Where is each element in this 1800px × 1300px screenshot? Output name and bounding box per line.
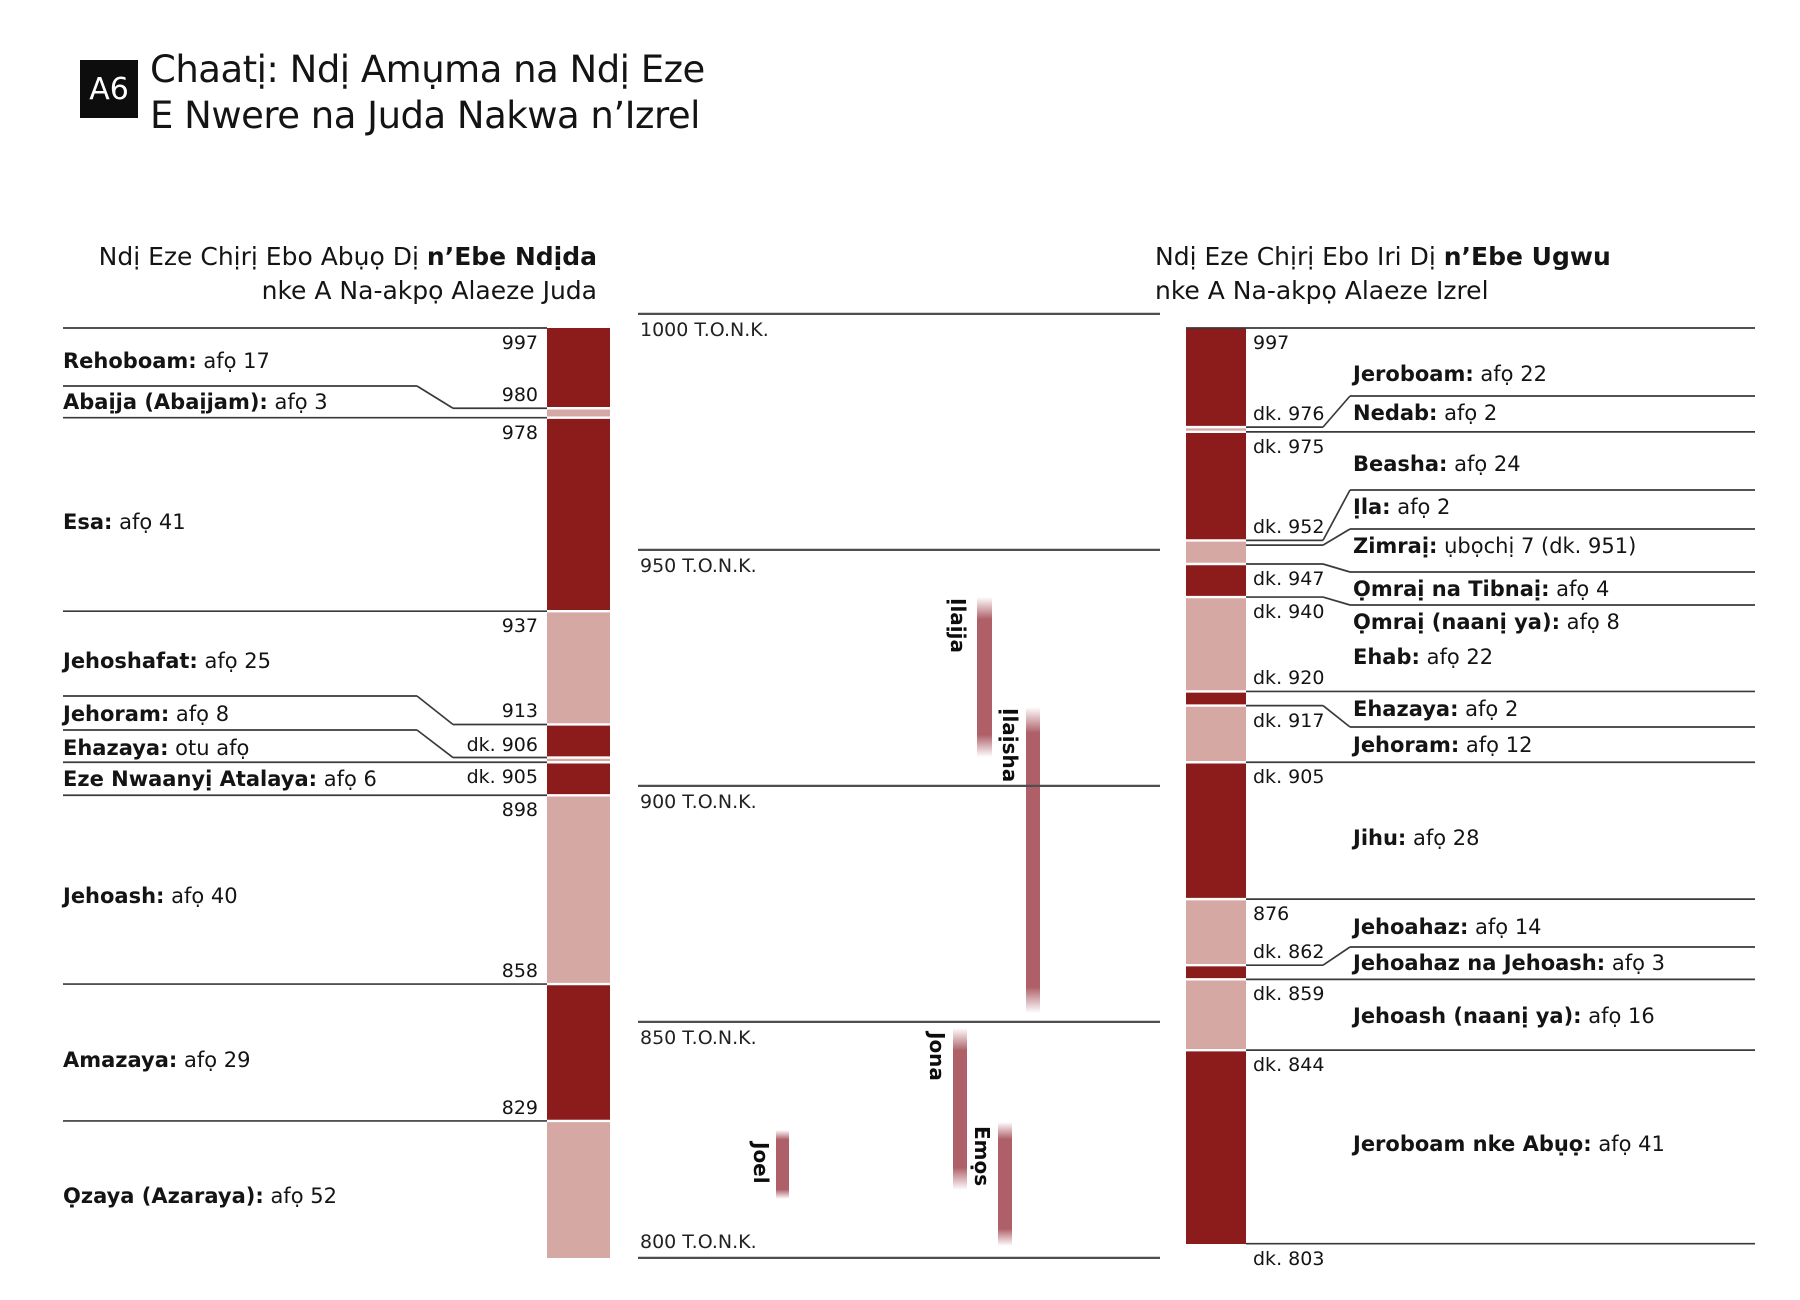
- king-reign-length: afọ 25: [197, 649, 271, 673]
- year-label: 898: [501, 799, 538, 822]
- king-reign-length: afọ 2: [1458, 697, 1519, 721]
- israel-header-pre: Ndị Eze Chịrị Ebo Iri Dị: [1155, 242, 1444, 271]
- king-name: Jehoshafat:: [63, 649, 198, 673]
- king-row: [1353, 401, 1497, 425]
- king-reign-length: afọ 8: [169, 702, 230, 726]
- king-reign-length: afọ 17: [196, 349, 270, 373]
- year-label: dk. 952: [1253, 516, 1325, 539]
- israel-header-bold: n’Ebe Ugwu: [1443, 242, 1611, 271]
- king-name: Ịla:: [1353, 495, 1391, 519]
- king-reign-length: afọ 40: [164, 884, 238, 908]
- king-name: Ehazaya:: [63, 736, 169, 760]
- king-row: [1353, 951, 1665, 975]
- timeline-tick-label: 850 T.O.N.K.: [640, 1026, 757, 1049]
- judah-header-pre: Ndị Eze Chịrị Ebo Abụọ Dị: [98, 242, 427, 271]
- king-reign-length: afọ 41: [1591, 1132, 1665, 1156]
- year-label: dk. 905: [466, 766, 538, 789]
- king-name: Nedab:: [1353, 401, 1438, 425]
- prophet-label: Ịlaịsha: [998, 708, 1022, 783]
- king-row: [1353, 452, 1521, 476]
- king-row: [1353, 645, 1493, 669]
- king-name: Jehoahaz na Jehoash:: [1353, 951, 1606, 975]
- king-name: Ọmraị na Tibnaị:: [1353, 577, 1550, 601]
- chart-line: [1323, 396, 1350, 427]
- year-label: dk. 859: [1253, 983, 1325, 1006]
- year-label: dk. 920: [1253, 667, 1325, 690]
- king-name: Ọmraị (naanị ya):: [1353, 610, 1560, 634]
- king-reign-length: afọ 28: [1406, 826, 1480, 850]
- year-label: 997: [501, 332, 538, 354]
- king-row: [63, 767, 377, 791]
- king-name: Jehoash:: [63, 884, 165, 908]
- king-name: Ọzaya (Azaraya):: [63, 1184, 264, 1208]
- year-label: dk. 940: [1253, 601, 1325, 624]
- king-reign-length: afọ 24: [1447, 452, 1521, 476]
- year-label: 980: [501, 384, 538, 407]
- king-row: [1353, 495, 1450, 519]
- prophet-label: Jona: [925, 1032, 949, 1081]
- timeline-tick-label: 1000 T.O.N.K.: [640, 318, 769, 341]
- year-label: 876: [1253, 903, 1290, 926]
- king-name: Abaịja (Abaịjam):: [63, 390, 268, 414]
- chart-line: [1323, 597, 1350, 605]
- king-reign-length: afọ 22: [1473, 362, 1547, 386]
- king-name: Zimraị:: [1353, 534, 1438, 558]
- king-reign-length: afọ 2: [1437, 401, 1498, 425]
- year-label: dk. 947: [1253, 568, 1325, 590]
- king-reign-length: afọ 14: [1468, 915, 1542, 939]
- chart-line: [1323, 564, 1350, 572]
- king-row: [63, 884, 238, 908]
- king-reign-length: afọ 3: [1605, 951, 1665, 975]
- king-row: [1353, 577, 1609, 601]
- king-name: Jehoahaz:: [1353, 915, 1469, 939]
- king-row: [1353, 362, 1547, 386]
- chart-line: [1323, 947, 1350, 965]
- king-row: [63, 390, 328, 414]
- king-row: [1353, 1132, 1665, 1156]
- king-name: Beasha:: [1353, 452, 1448, 476]
- year-label: 829: [501, 1096, 538, 1119]
- king-row: [63, 510, 186, 534]
- king-row: [63, 349, 270, 373]
- year-label: dk. 803: [1253, 1247, 1325, 1270]
- king-reign-length: afọ 3: [267, 390, 328, 414]
- king-name: Jeroboam nke Abụọ:: [1353, 1132, 1592, 1156]
- king-reign-length: afọ 4: [1549, 577, 1610, 601]
- king-name: Rehoboam:: [63, 349, 197, 373]
- king-reign-length: afọ 6: [317, 767, 377, 791]
- king-name: Esa:: [63, 510, 113, 534]
- king-name: Ehazaya:: [1353, 697, 1459, 721]
- king-name: Ehab:: [1353, 645, 1420, 669]
- king-row: [63, 1048, 251, 1072]
- year-label: dk. 976: [1253, 403, 1325, 426]
- israel-header-line2: nke A Na-akpọ Alaeze Izrel: [1155, 276, 1489, 305]
- king-reign-length: otu afọ: [168, 736, 250, 760]
- king-name: Eze Nwaanyị Atalaya:: [63, 767, 318, 791]
- king-name: Jehoram:: [63, 702, 170, 726]
- king-name: Jeroboam:: [1353, 362, 1474, 386]
- king-row: [63, 649, 271, 673]
- king-row: [1353, 697, 1518, 721]
- year-label: dk. 862: [1253, 941, 1325, 964]
- king-reign-length: afọ 22: [1419, 645, 1494, 669]
- king-row: [1353, 1004, 1655, 1028]
- year-label: 937: [501, 615, 538, 638]
- page-title-line2: E Nwere na Juda Nakwa n’Izrel: [150, 94, 700, 137]
- king-name: Jehoram:: [1353, 733, 1460, 757]
- king-row: [1353, 733, 1532, 757]
- king-name: Jehoash (naanị ya):: [1353, 1004, 1582, 1028]
- prophet-label: Ịlaịja: [946, 598, 970, 653]
- king-reign-length: afọ 52: [263, 1184, 337, 1208]
- timeline-tick-label: 800 T.O.N.K.: [640, 1230, 757, 1253]
- king-reign-length: afọ 12: [1459, 733, 1533, 757]
- chart-line: [1323, 706, 1350, 727]
- year-label: dk. 975: [1253, 435, 1325, 458]
- king-row: [1353, 534, 1636, 558]
- king-row: [63, 702, 229, 726]
- year-label: dk. 906: [466, 733, 538, 756]
- king-row: [63, 736, 249, 760]
- year-label: dk. 917: [1253, 709, 1325, 732]
- year-label: dk. 905: [1253, 766, 1325, 789]
- year-label: dk. 844: [1253, 1054, 1325, 1077]
- year-label: 978: [501, 421, 538, 444]
- judah-header-line2: nke A Na-akpọ Alaeze Juda: [261, 276, 597, 305]
- prophet-label: Emọs: [970, 1126, 994, 1187]
- king-reign-length: afọ 2: [1390, 495, 1451, 519]
- king-name: Amazaya:: [63, 1048, 178, 1072]
- king-reign-length: afọ 8: [1559, 610, 1620, 634]
- year-label: 858: [501, 960, 538, 983]
- king-row: [1353, 915, 1542, 939]
- year-label: 913: [501, 700, 538, 723]
- king-name: Jihu:: [1353, 826, 1407, 850]
- prophet-label: Joel: [749, 1142, 773, 1184]
- judah-header-bold: n’Ebe Ndịda: [426, 242, 597, 271]
- king-row: [63, 1184, 337, 1208]
- king-row: [1353, 610, 1620, 634]
- king-row: [1353, 826, 1480, 850]
- king-reign-length: afọ 16: [1581, 1004, 1655, 1028]
- king-reign-length: afọ 41: [112, 510, 186, 534]
- chart-line: [1323, 490, 1350, 540]
- appendix-badge: A6: [80, 60, 138, 118]
- timeline-tick-label: 900 T.O.N.K.: [640, 790, 757, 813]
- king-reign-length: afọ 29: [177, 1048, 251, 1072]
- king-reign-length: ụbọchị 7 (dk. 951): [1437, 534, 1637, 558]
- timeline-tick-label: 950 T.O.N.K.: [640, 554, 757, 577]
- page-title-line1: Chaatị: Ndị Amụma na Ndị Eze: [150, 48, 705, 91]
- year-label: 997: [1253, 332, 1290, 354]
